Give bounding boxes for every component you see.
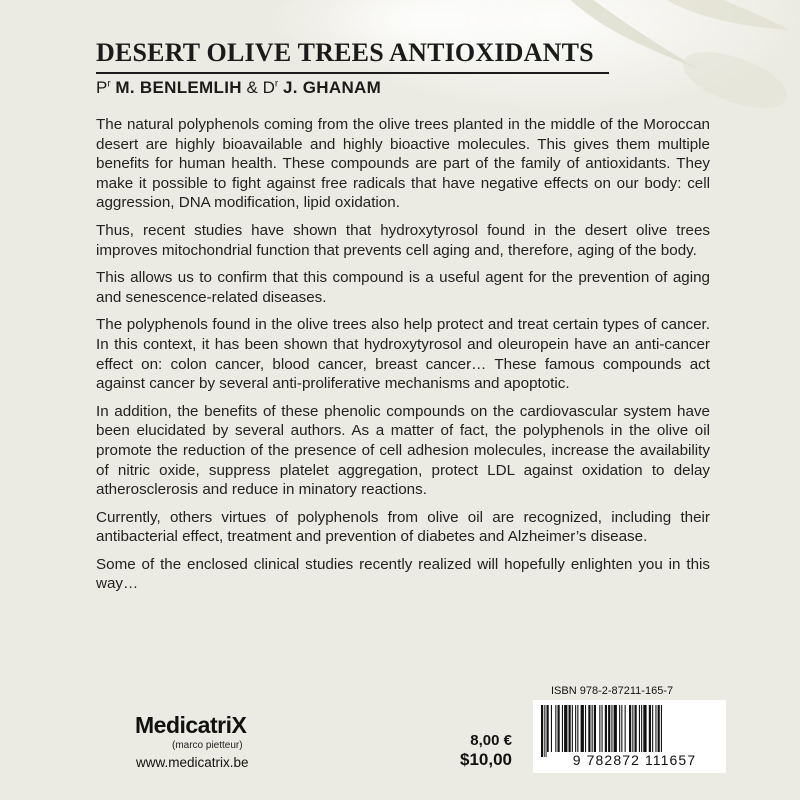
barcode-bar xyxy=(635,705,637,757)
publisher-url: www.medicatrix.be xyxy=(136,755,249,770)
barcode-bar xyxy=(541,705,543,757)
blurb-paragraph: Thus, recent studies have shown that hydroxytyrosol found in the desert olive trees improves mitochondrial function that prevents cell aging and, therefore, aging of the body. xyxy=(96,221,710,259)
barcode-bar xyxy=(658,705,660,757)
barcode-bar xyxy=(562,705,563,757)
barcode-bar xyxy=(641,705,642,757)
barcode-bar xyxy=(602,705,603,757)
barcode-bar xyxy=(588,705,590,757)
author-separator: & xyxy=(246,78,258,97)
blurb-text xyxy=(96,115,710,602)
blurb-paragraph: This allows us to confirm that this compound is a useful agent for the prevention of aging and senescence-related diseases. xyxy=(96,269,710,306)
blurb-paragraph: In addition, the benefits of these phenolic compounds on the cardiovascular system have been elucidated by several authors. As a matter of fact, the polyphenols in the olive oil promote the reduction of the presence of cell adhesion molecules, increase the availability of nitric oxide, suppress platelet aggregation, protect LDL against oxidation to delay atherosclerosis and reduce in minatory reactions. xyxy=(96,402,710,499)
author1-name: M. BENLEMLIH xyxy=(115,78,242,97)
barcode-bar xyxy=(547,705,549,757)
barcode-bar xyxy=(577,705,578,757)
blurb-paragraph: Some of the enclosed clinical studies recently realized will hopefully enlighten you in this way… xyxy=(96,555,710,593)
barcode-bar xyxy=(614,705,617,757)
barcode-bar xyxy=(585,705,586,757)
barcode-bar xyxy=(575,705,576,757)
barcode-bar xyxy=(581,705,584,757)
author2-prefix: $D^r$ xyxy=(262,78,279,97)
author2-name: J. GHANAM xyxy=(282,78,382,97)
blurb-paragraph: The natural polyphenols coming from the olive trees planted in the middle of the Moroccan desert are highly bioavailable and highly bioactive molecules. This gives them multiple benefits for human health. These compounds are part of the family of antioxidants. They make it possible to fight against free radicals that have negative effects on our body: cell aggression, DNA modification, lipid oxidation. xyxy=(96,116,710,212)
barcode-bar xyxy=(632,705,633,757)
barcode-bar xyxy=(639,705,640,757)
barcode-bars xyxy=(539,705,720,757)
barcode-bar xyxy=(599,705,600,757)
publisher-subtitle: (marco pietteur) xyxy=(172,740,243,751)
title-rule xyxy=(96,72,609,74)
barcode-bar xyxy=(592,705,593,757)
barcode-bar xyxy=(551,705,552,757)
barcode-bar xyxy=(661,705,662,757)
barcode-bar xyxy=(649,705,651,757)
barcode-bar xyxy=(625,705,626,757)
barcode-bar xyxy=(652,705,653,757)
barcode-digits: 9 782872 111657 xyxy=(547,752,722,768)
barcode-bar xyxy=(544,705,545,757)
publisher-logo: MedicatriX xyxy=(135,712,247,738)
blurb-paragraph: The polyphenols found in the olive trees also help protect and treat certain types of cancer. In this context, it has been shown that hydroxytyrosol and oleuropein have an anti-cancer effect on: colon cancer, blood cancer, breast cancer… These famous compounds act against cancer by several anti-proliferative mechanisms and apoptotic. xyxy=(96,316,710,393)
barcode-bar xyxy=(558,705,560,757)
blurb-paragraph: Currently, others virtues of polyphenols from olive oil are recognized, including their antibacterial effect, treatment and prevention of diabetes and Alzheimer’s disease. xyxy=(96,508,710,546)
barcode-bar xyxy=(611,705,612,757)
barcode-bar xyxy=(572,705,573,757)
barcode-bar xyxy=(629,705,631,757)
author1-prefix: $P^r$ xyxy=(96,78,111,97)
barcode-bar xyxy=(619,705,620,757)
barcode-bar xyxy=(605,705,607,757)
barcode-bar xyxy=(555,705,556,757)
price-usd: $10,00 xyxy=(460,750,512,769)
barcode-bar xyxy=(608,705,610,757)
barcode-bar xyxy=(643,705,646,757)
barcode-bar xyxy=(655,705,656,757)
barcode-bar xyxy=(569,705,571,757)
author-line xyxy=(96,78,381,98)
book-title: DESERT OLIVE TREES ANTIOXIDANTS xyxy=(96,38,594,67)
barcode-bar xyxy=(594,705,596,757)
isbn-label: ISBN 978-2-87211-165-7 xyxy=(551,685,674,697)
barcode-bar xyxy=(621,705,622,757)
barcode-bar xyxy=(564,705,567,757)
price-eur: 8,00 € xyxy=(470,732,512,749)
